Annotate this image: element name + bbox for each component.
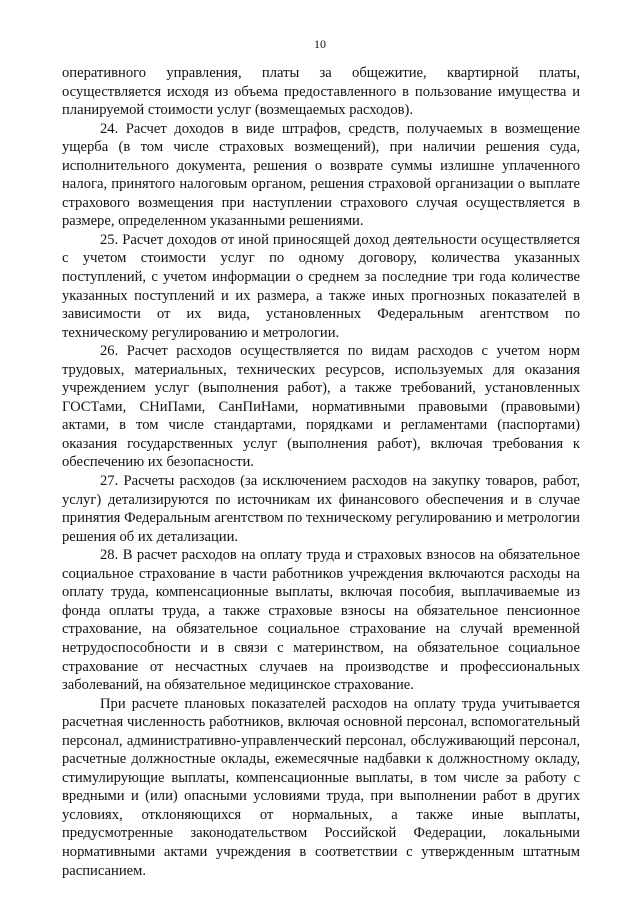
- paragraph-25: 25. Расчет доходов от иной приносящей доход деятельности осуществляется с учетом стоимости услуг по одному договору, количества указанных поступлений, с учетом информации о среднем за последние три года количестве указанных поступлений и их размера, а также иных прогнозных показателей в зависимости от их вида, установленных Федеральным агентством по техническому регулированию и метрологии.: [62, 231, 580, 341]
- paragraph-24: 24. Расчет доходов в виде штрафов, средств, получаемых в возмещение ущерба (в том числе страховых возмещений), при наличии решения суда, исполнительного документа, решения о возврате суммы излишне уплаченного налога, принятого налоговым органом, решения страховой организации о выплате страхового возмещения при наступлении страхового случая осуществляется в размере, определенном указанными решениями.: [62, 120, 580, 230]
- paragraph-continuation: оперативного управления, платы за общежитие, квартирной платы, осуществляется исходя из объема предоставленного в пользование имущества и планируемой стоимости услуг (возмещаемых расходов).: [62, 65, 580, 119]
- page-number: 10: [314, 37, 326, 51]
- paragraph-27: 27. Расчеты расходов (за исключением расходов на закупку товаров, работ, услуг) детализируются по источникам их финансового обеспечения и в случае принятия Федеральным агентством по техническому регулированию и метрологии решения об их детализации.: [62, 473, 580, 545]
- document-body: [62, 64, 580, 880]
- paragraph-26: 26. Расчет расходов осуществляется по видам расходов с учетом норм трудовых, материальных, технических ресурсов, используемых для оказания учреждением услуг (выполнения работ), а также требований, установленных ГОСТами, СНиПами, СанПиНами, нормативными правовыми (правовыми) актами, в том числе стандартами, порядками и регламентами (паспортами) оказания государственных услуг (выполнения работ), включая требования к обеспечению их безопасности.: [62, 343, 580, 471]
- paragraph-28-continued: При расчете плановых показателей расходов на оплату труда учитывается расчетная численность работников, включая основной персонал, вспомогательный персонал, административно-управленческий персонал, обслуживающий персонал, расчетные должностные оклады, ежемесячные надбавки к должностному окладу, стимулирующие выплаты, компенсационные выплаты, в том числе за работу с вредными и (или) опасными условиями труда, при выполнении работ в других условиях, отклоняющихся от нормальных, а также иные выплаты, предусмотренные законодательством Российской Федерации, локальными нормативными актами учреждения в соответствии с утвержденным штатным расписанием.: [62, 695, 580, 879]
- paragraph-28: 28. В расчет расходов на оплату труда и страховых взносов на обязательное социальное страхование в части работников учреждения включаются расходы на оплату труда, компенсационные выплаты, включая пособия, выплачиваемые из фонда оплаты труда, а также страховые взносы на обязательное пенсионное страхование, на обязательное социальное страхование на случай временной нетрудоспособности и в связи с материнством, на обязательное социальное страхование от несчастных случаев на производстве и профессиональных заболеваний, на обязательное медицинское страхование.: [62, 547, 580, 694]
